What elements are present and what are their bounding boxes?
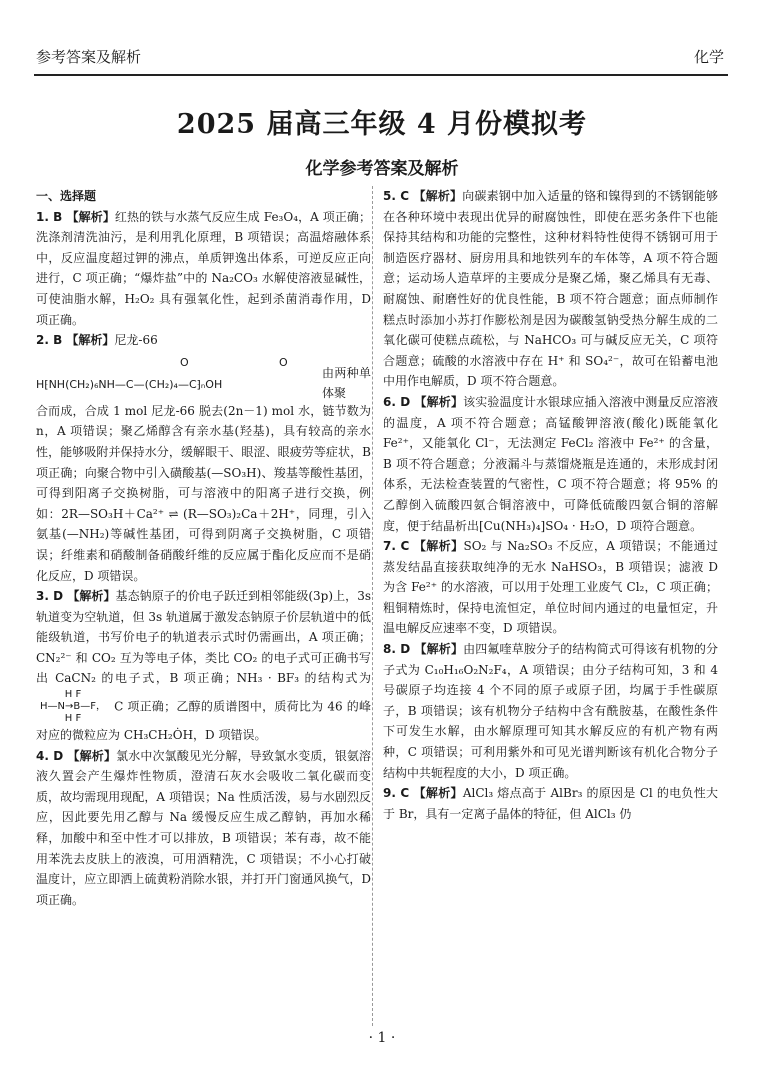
answer-text: 氯水中次氯酸见光分解，导致氯水变质，银氨溶液久置会产生爆炸性物质，澄清石灰水会吸收二氧化碳而变质，故均需现用现配，A 项错误；Na 性质活泼，易与水剧烈反应，因此要先用乙醇与 Na 缓慢反应生成乙醇钠，再加水稀释，加酸中和至中性才可以排放，B 项错误；苯有毒，故不能用苯洗去皮肤上的液溴，可用酒精洗，C 项错误；不小心打破温度计，应立即洒上硫黄粉消除水银，并打开门窗通风换气，D 项正确。	[36, 748, 371, 907]
section-heading: 一、选择题	[36, 189, 97, 203]
structure-bottom: H F	[64, 713, 82, 725]
answer-tag: 8. D 【解析】	[383, 642, 464, 657]
answer-item-4	[36, 746, 371, 911]
answer-text: 基态钠原子的价电子跃迁到相邻能级(3p)上，3s 轨道变为空轨道，但 3s 轨道属于激发态钠原子价层轨道中的低能级轨道，书写价电子的轨道表示式时仍需画出，A 项正确；CN₂²⁻ 和 CO₂ 互为等电子体，类比 CO₂ 的电子式可正确书写出 CaCN₂ 的电子式，B 项正确；NH₃ · BF₃ 的结构式为	[36, 589, 371, 686]
answer-text: SO₂ 与 Na₂SO₃ 不反应，A 项错误；不能通过蒸发结晶直接获取纯净的无水 NaHSO₃，B 项错误；滤液 D 为含 Fe²⁺ 的水溶液，可以用于处理工业废气 Cl₂，C 项正确；粗铜精炼时，保持电流恒定，单位时间内通过的电量恒定，升温电解反应速率不变，D 项错误。	[383, 539, 718, 636]
answer-tag: 3. D 【解析】	[36, 589, 116, 604]
answer-text: 尼龙-66	[114, 333, 158, 348]
answer-item-1	[36, 207, 371, 331]
right-column	[383, 186, 718, 824]
answer-item-9	[383, 783, 718, 824]
answer-tag: 5. C 【解析】	[383, 189, 463, 203]
answer-tag: 1. B 【解析】	[36, 209, 115, 224]
header-right: 化学	[693, 48, 724, 66]
answer-item-6	[383, 392, 718, 536]
answer-text: 由四氟喹草胺分子的结构简式可得该有机物的分子式为 C₁₀H₁₆O₂N₂F₄，A 项错误；由分子结构可知，3 和 4 号碳原子均连接 4 个不同的原子或原子团，均属于手性碳原子，B 项错误；该有机物分子结构中含有酰胺基，在酸性条件下可发生水解，由水解原理可知其水解反应的有机产物有两种，C 项错误；可利用紫外和可见光谱判断该有机化合物分子结构中共轭程度的大小，D 项正确。	[383, 642, 718, 780]
answer-text: 该实验温度计水银球应插入溶液中测量反应溶液的温度，A 项不符合题意；高锰酸钾溶液(酸化)既能氧化 Fe²⁺，又能氧化 Cl⁻，无法测定 FeCl₂ 溶液中 Fe²⁺ 的含量，B 项不符合题意；分液漏斗与蒸馏烧瓶是连通的，未形成封闭体系，无法检查装置的气密性，C 项不符合题意；将 95% 的乙醇倒入硫酸四氨合铜溶液中，可降低硫酸四氨合铜的溶解度，便于结晶析出[Cu(NH₃)₄]SO₄ · H₂O，D 项符合题意。	[383, 394, 718, 533]
answer-item-2	[36, 330, 371, 586]
answer-tag: 6. D 【解析】	[383, 394, 464, 409]
answer-text: AlCl₃ 熔点高于 AlBr₃ 的原因是 Cl 的电负性大于 Br，具有一定离子晶体的特征，但 AlCl₃ 仍	[383, 786, 719, 821]
page-subtitle: 化学参考答案及解析	[305, 159, 459, 179]
answer-text: 红热的铁与水蒸气反应生成 Fe₃O₄，A 项正确；洗涤剂清洗油污，是利用乳化原理，B 项错误；高温熔融体系中，反应温度超过钾的沸点，单质钾逸出体系，可逆反应正向进行，C 项正确；“爆炸盐”中的 Na₂CO₃ 水解使溶液显碱性，可使油脂水解，H₂O₂ 具有强氧化性，起到杀菌消毒作用，D 项正确。	[36, 209, 371, 327]
page-title: 2025 届高三年级 4 月份模拟考	[176, 109, 588, 140]
formula-oxygen-2: O	[279, 355, 288, 369]
answer-tag: 9. C 【解析】	[383, 786, 463, 801]
answer-item-3	[36, 586, 371, 746]
nh3-bf3-structure	[40, 689, 106, 725]
formula-oxygen-1: O	[180, 355, 189, 369]
answer-tag: 4. D 【解析】	[36, 748, 117, 763]
formula-tail: 由两种单体聚	[322, 365, 371, 401]
left-column	[36, 186, 371, 910]
page-number: · 1 ·	[368, 1030, 396, 1046]
header-left: 参考答案及解析	[36, 48, 142, 66]
answer-tag: 7. C 【解析】	[383, 539, 464, 554]
answer-item-7	[383, 536, 718, 639]
header-rule	[34, 74, 728, 76]
structure-top: H F	[64, 689, 82, 701]
answer-tag: 2. B 【解析】	[36, 333, 115, 348]
answer-text: C 项正确；乙醇的质谱图中，质荷比为 46 的峰对应的微粒应为 CH₃CH₂ȮH，D 项错误。	[36, 699, 371, 743]
formula-main: H⁅NH(CH₂)₆NH—C—(CH₂)₄—C⁆ₙOH	[36, 377, 223, 391]
answer-item-8	[383, 639, 718, 783]
answer-item-5	[383, 186, 718, 392]
answer-text: 合而成，合成 1 mol 尼龙-66 脱去(2n－1) mol 水，链节数为 n，A 项错误；聚乙烯醇含有亲水基(羟基)，具有较高的亲水性，能够吸附并保持水分，缓解眼干、眼涩、眼疲劳等症状，B 项正确；向聚合物中引入磺酸基(—SO₃H)、羧基等酸性基团，可得到阳离子交换树脂，可与溶液中的阳离子进行交换，例如：2R—SO₃H＋Ca²⁺ ⇌ (R—SO₃)₂Ca＋2H⁺，同理，引入氨基(—NH₂)等碱性基团，可得到阴离子交换树脂，C 项错误；纤维素和硝酸制备硝酸纤维的反应属于酯化反应而不是硝化反应，D 项错误。	[36, 403, 371, 583]
nylon-formula	[36, 353, 371, 399]
column-divider	[372, 186, 373, 1026]
structure-mid: H—N→B—F，	[40, 701, 106, 713]
answer-text: 向碳素钢中加入适量的铬和镍得到的不锈钢能够在各种环境中表现出优异的耐腐蚀性，即使在恶劣条件下也能保持其结构和功能的完整性，这种材料特性使得不锈钢可用于制造医疗器材、厨房用具和地铁列车的车体等，A 项不符合题意；运动场人造草坪的主要成分是聚乙烯，聚乙烯具有无毒、耐腐蚀、耐磨性好的优良性能，B 项不符合题意；面点师制作糕点时添加小苏打作膨松剂是因为碳酸氢钠受热分解生成的二氧化碳可使糕点疏松，与 NaHCO₃ 可与碱反应无关，C 项符合题意；硫酸的水溶液中存在 H⁺ 和 SO₄²⁻，故可在铅蓄电池中用作电解质，D 项不符合题意。	[383, 189, 718, 389]
